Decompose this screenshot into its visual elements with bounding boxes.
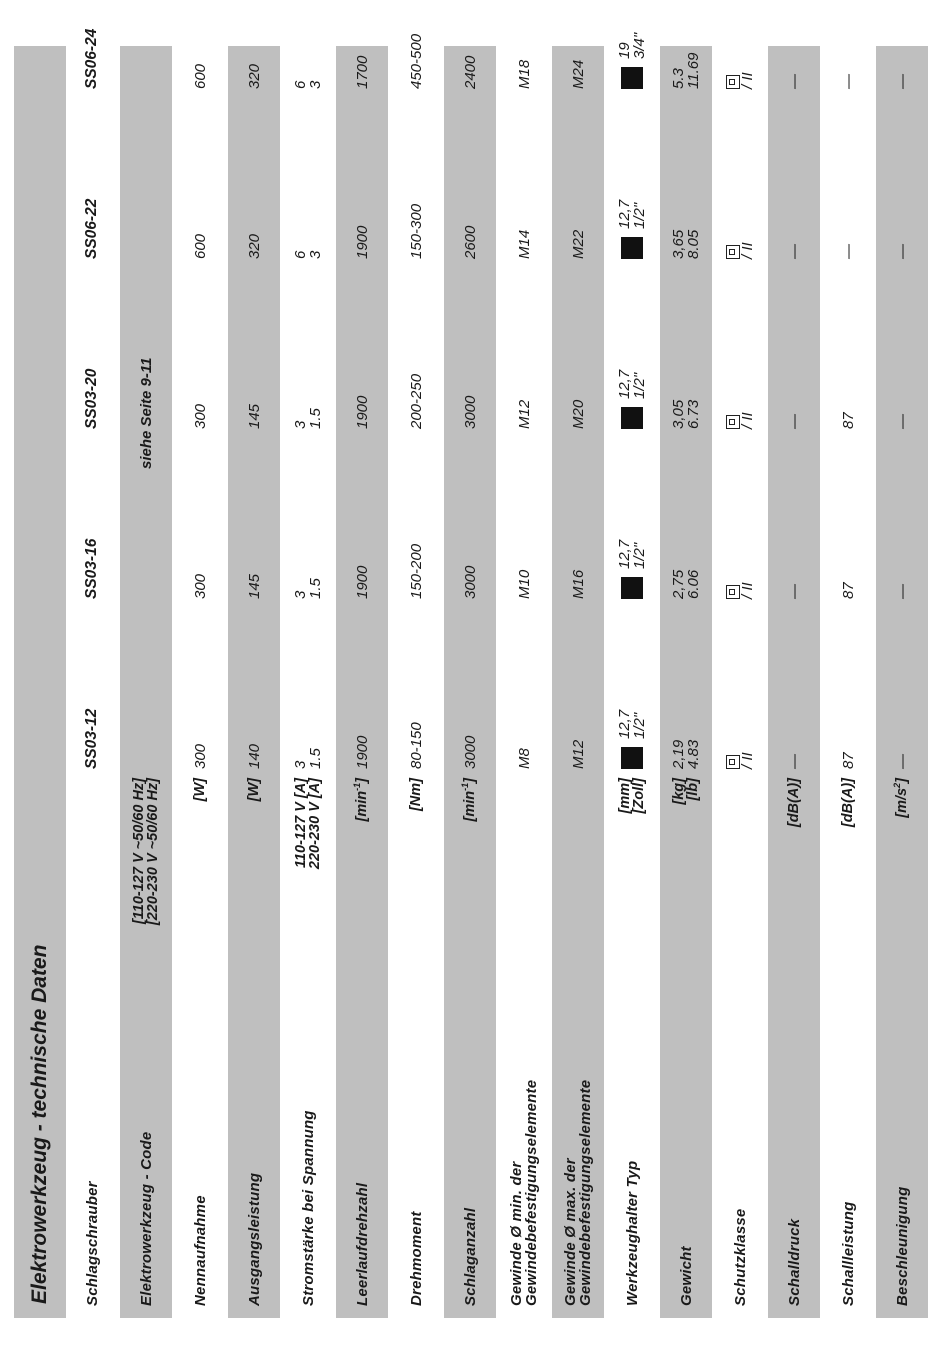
value-line: — xyxy=(893,584,911,599)
value-cell xyxy=(660,309,712,429)
value-cell xyxy=(444,309,496,429)
value-line: 150-300 xyxy=(407,203,425,259)
row-label-line: Gewindebefestigungselemente xyxy=(577,1079,594,1306)
value-cell xyxy=(228,479,280,599)
value-cell xyxy=(822,649,874,769)
table-row xyxy=(714,46,766,1318)
unit-line: [mm] xyxy=(616,778,633,814)
unit-line: $[m/s^2]$ xyxy=(891,778,910,818)
unit-line: [220-230 V ~50/60 Hz] xyxy=(145,778,161,926)
value-line: 11.69 xyxy=(685,52,702,89)
value-line: 2400 xyxy=(461,55,479,89)
value-line: M14 xyxy=(515,229,533,259)
value-line: — xyxy=(785,414,803,429)
table-row xyxy=(822,46,874,1318)
value-cell xyxy=(714,309,766,429)
value-line: M18 xyxy=(515,59,533,89)
value-cell xyxy=(822,139,874,259)
see-page-note: siehe Seite 9-11 xyxy=(137,357,155,469)
value-cell xyxy=(498,139,550,259)
value-line: 145 xyxy=(245,573,263,599)
tool-holder-value xyxy=(617,33,647,89)
table-row xyxy=(282,46,334,1318)
square-drive-icon xyxy=(621,407,643,429)
unit-line: [110-127 V ~50/60 Hz] xyxy=(130,778,147,925)
value-line: — xyxy=(785,584,803,599)
value-line: — xyxy=(893,414,911,429)
value-line: 87 xyxy=(839,582,857,599)
value-line: M20 xyxy=(569,399,587,429)
tool-holder-value xyxy=(617,370,647,429)
value-line: M12 xyxy=(569,739,587,769)
value-cell xyxy=(174,0,226,89)
value-line: 12,7 xyxy=(616,199,633,229)
row-label-line: Schutzklasse xyxy=(731,1208,749,1306)
value-cell xyxy=(768,479,820,599)
value-line: 1900 xyxy=(353,225,371,259)
value-cell xyxy=(876,649,928,769)
value-line: M8 xyxy=(515,748,533,769)
model-name: SS06-24 xyxy=(83,28,101,89)
value-line: 19 xyxy=(616,42,633,59)
model-name: SS03-16 xyxy=(83,538,101,599)
value-cell xyxy=(228,0,280,89)
value-cell xyxy=(714,649,766,769)
value-line: 3 xyxy=(307,80,324,89)
value-line: 320 xyxy=(245,233,263,259)
value-cell xyxy=(552,649,604,769)
unit-line: 220-230 V [A] xyxy=(307,778,323,870)
unit-line: [lb] xyxy=(685,778,701,801)
row-unit xyxy=(768,778,820,1053)
value-cell xyxy=(552,479,604,599)
value-line: 600 xyxy=(191,233,209,259)
unit-line: [Nm] xyxy=(407,778,424,812)
value-cell xyxy=(174,309,226,429)
unit-line: [W] xyxy=(245,778,262,802)
value-line: 300 xyxy=(191,743,209,769)
value-line: / II xyxy=(738,242,756,259)
value-cell xyxy=(822,479,874,599)
value-cell xyxy=(876,309,928,429)
protection-class-value xyxy=(726,239,755,259)
value-cell xyxy=(606,139,658,259)
value-line: 1/2" xyxy=(631,542,648,569)
table-row xyxy=(390,33,442,1318)
value-cell xyxy=(876,0,928,89)
value-line: 200-250 xyxy=(407,373,425,429)
value-cell xyxy=(444,0,496,89)
value-line: — xyxy=(893,754,911,769)
row-label-line: Schalldruck xyxy=(785,1218,803,1306)
unit-line: $[\min^{-1}]$ xyxy=(351,778,370,822)
tool-holder-value xyxy=(617,540,647,599)
value-cell xyxy=(228,649,280,769)
value-cell xyxy=(606,649,658,769)
value-cell xyxy=(282,479,334,599)
value-cell xyxy=(228,139,280,259)
table-row xyxy=(174,46,226,1318)
value-line: 80-150 xyxy=(407,722,425,769)
value-cell xyxy=(498,309,550,429)
value-line: / II xyxy=(738,72,756,89)
protection-class-value xyxy=(726,409,755,429)
value-line: M12 xyxy=(515,399,533,429)
value-line: 300 xyxy=(191,573,209,599)
value-line: 1/2" xyxy=(631,202,648,229)
value-cell xyxy=(444,139,496,259)
value-cell xyxy=(822,309,874,429)
value-cell xyxy=(714,479,766,599)
value-line: / II xyxy=(738,412,756,429)
row-unit xyxy=(660,778,712,1053)
row-label-line: Nennaufnahme xyxy=(191,1195,209,1306)
value-line: 3 xyxy=(307,250,324,259)
unit-line: $[\min^{-1}]$ xyxy=(459,778,478,822)
square-drive-icon xyxy=(621,747,643,769)
row-unit xyxy=(714,778,766,1053)
table-row xyxy=(66,28,118,1318)
value-line: 3000 xyxy=(461,735,479,769)
double-insulation-icon xyxy=(726,75,740,89)
tool-holder-value xyxy=(617,200,647,259)
value-cell xyxy=(174,479,226,599)
value-stack xyxy=(617,33,647,59)
value-cell xyxy=(552,139,604,259)
row-unit xyxy=(498,778,550,1053)
model-name: SS03-12 xyxy=(83,708,101,769)
row-unit xyxy=(552,778,604,1053)
value-line: 3000 xyxy=(461,565,479,599)
value-line: 1900 xyxy=(353,395,371,429)
value-line: 2600 xyxy=(461,225,479,259)
unit-line: [Zoll] xyxy=(631,778,647,814)
value-line: 1700 xyxy=(353,55,371,89)
value-cell xyxy=(444,479,496,599)
value-line: 1.5 xyxy=(307,408,324,429)
value-line: 12,7 xyxy=(616,539,633,569)
value-line: 6 xyxy=(292,80,309,89)
value-line: M24 xyxy=(569,59,587,89)
value-line: 1/2" xyxy=(631,712,648,739)
value-cell xyxy=(714,139,766,259)
value-line: 1.5 xyxy=(307,748,324,769)
row-unit xyxy=(228,778,280,1053)
value-line: 1.5 xyxy=(307,578,324,599)
tool-holder-value xyxy=(617,710,647,769)
value-line: 320 xyxy=(245,63,263,89)
value-cell xyxy=(282,0,334,89)
value-line: — xyxy=(785,754,803,769)
row-label-line: Schallleistung xyxy=(839,1201,857,1306)
row-unit xyxy=(822,778,874,1053)
value-cell xyxy=(552,309,604,429)
row-label-line: Schlaganzahl xyxy=(461,1207,479,1306)
double-insulation-icon xyxy=(726,245,740,259)
row-label-line: Gewinde Ø min. der xyxy=(508,1161,525,1306)
table-row xyxy=(876,46,928,1318)
row-unit xyxy=(606,778,658,1053)
row-label-line: Leerlaufdrehzahl xyxy=(353,1182,371,1306)
value-line: 1900 xyxy=(353,735,371,769)
value-cell xyxy=(336,139,388,259)
row-unit xyxy=(336,778,388,1053)
unit-line: 110-127 V [A] xyxy=(292,778,309,868)
value-cell xyxy=(660,139,712,259)
value-cell xyxy=(498,0,550,89)
double-insulation-icon xyxy=(726,755,740,769)
value-cell xyxy=(660,0,712,89)
value-cell xyxy=(606,0,658,89)
value-cell xyxy=(336,479,388,599)
value-line: 300 xyxy=(191,403,209,429)
value-line: 4.83 xyxy=(685,739,702,769)
table-row xyxy=(228,46,280,1318)
value-line: 3 xyxy=(292,420,309,429)
value-line: 12,7 xyxy=(616,709,633,739)
value-line: 140 xyxy=(245,743,263,769)
value-cell xyxy=(768,649,820,769)
value-line: 2,75 xyxy=(670,569,687,599)
value-stack xyxy=(617,370,647,399)
value-cell xyxy=(336,0,388,89)
table-row xyxy=(552,46,604,1318)
value-line: 3,65 xyxy=(670,229,687,259)
value-line: 12,7 xyxy=(616,369,633,399)
square-drive-icon xyxy=(621,67,643,89)
value-cell xyxy=(876,479,928,599)
value-line: 1/2" xyxy=(631,372,648,399)
protection-class-value xyxy=(726,69,755,89)
value-cell xyxy=(444,649,496,769)
row-label-line: Elektrowerkzeug - Code xyxy=(137,1131,155,1306)
row-unit xyxy=(390,778,442,1053)
value-cell xyxy=(876,139,928,259)
value-line: 6.06 xyxy=(685,569,702,599)
value-cell xyxy=(606,479,658,599)
value-line: — xyxy=(839,244,857,259)
value-line: 150-200 xyxy=(407,543,425,599)
value-line: 3 xyxy=(292,760,309,769)
value-cell xyxy=(660,649,712,769)
row-label-line: Ausgangsleistung xyxy=(245,1172,263,1306)
value-line: 5.3 xyxy=(670,68,687,89)
value-line: 450-500 xyxy=(407,33,425,89)
value-cell xyxy=(228,309,280,429)
value-line: M10 xyxy=(515,569,533,599)
value-cell xyxy=(660,479,712,599)
row-unit xyxy=(174,778,226,1053)
unit-line: [W] xyxy=(191,778,208,802)
value-cell xyxy=(606,309,658,429)
value-cell xyxy=(768,0,820,89)
value-line: 6.73 xyxy=(685,399,702,429)
value-line: — xyxy=(893,244,911,259)
value-cell xyxy=(174,139,226,259)
row-label-line: Stromstärke bei Spannung xyxy=(299,1110,317,1306)
value-cell xyxy=(390,649,442,769)
value-line: 3,05 xyxy=(670,399,687,429)
protection-class-value xyxy=(726,749,755,769)
header-label: Schlagschrauber xyxy=(83,1181,101,1306)
table-row xyxy=(336,46,388,1318)
model-name: SS06-22 xyxy=(83,198,101,259)
value-line: 3000 xyxy=(461,395,479,429)
row-label-line: Werkzeughalter Typ xyxy=(623,1160,641,1306)
value-stack xyxy=(617,540,647,569)
value-cell xyxy=(390,479,442,599)
table-row xyxy=(14,46,66,1318)
table-row xyxy=(120,46,172,1318)
value-cell xyxy=(282,649,334,769)
value-cell xyxy=(498,649,550,769)
table-row xyxy=(444,46,496,1318)
value-cell xyxy=(822,0,874,89)
page-title: Elektrowerkzeug - technische Daten xyxy=(28,944,51,1304)
double-insulation-icon xyxy=(726,415,740,429)
value-line: 1900 xyxy=(353,565,371,599)
value-line: 600 xyxy=(191,63,209,89)
value-cell xyxy=(336,649,388,769)
value-line: 6 xyxy=(292,250,309,259)
value-line: — xyxy=(785,74,803,89)
square-drive-icon xyxy=(621,237,643,259)
row-unit xyxy=(876,778,928,1053)
value-cell xyxy=(390,0,442,89)
value-cell xyxy=(498,479,550,599)
value-cell xyxy=(336,309,388,429)
table-row xyxy=(768,46,820,1318)
unit-line: [dB(A)] xyxy=(785,778,802,828)
value-cell xyxy=(390,309,442,429)
value-cell xyxy=(282,139,334,259)
value-line: M16 xyxy=(569,569,587,599)
value-line: — xyxy=(785,244,803,259)
row-label-line: Gewicht xyxy=(677,1246,695,1306)
value-line: 3 xyxy=(292,590,309,599)
value-line: 2,19 xyxy=(670,739,687,769)
row-label-line: Drehmoment xyxy=(407,1211,425,1306)
value-line: / II xyxy=(738,582,756,599)
value-line: 145 xyxy=(245,403,263,429)
value-cell xyxy=(174,649,226,769)
value-cell xyxy=(552,0,604,89)
row-label-line: Gewindebefestigungselemente xyxy=(523,1079,540,1306)
row-unit xyxy=(282,778,334,1053)
value-line: — xyxy=(893,74,911,89)
value-cell xyxy=(714,0,766,89)
model-name: SS03-20 xyxy=(83,368,101,429)
row-unit xyxy=(120,778,172,1053)
unit-line: [kg] xyxy=(670,778,687,805)
table-row xyxy=(606,32,658,1318)
value-line: 87 xyxy=(839,412,857,429)
value-stack xyxy=(617,200,647,229)
value-cell xyxy=(282,309,334,429)
value-cell xyxy=(390,139,442,259)
value-line: 87 xyxy=(839,752,857,769)
value-line: M22 xyxy=(569,229,587,259)
value-cell xyxy=(768,309,820,429)
table-row xyxy=(498,46,550,1318)
square-drive-icon xyxy=(621,577,643,599)
value-stack xyxy=(617,710,647,739)
unit-line: [dB(A)] xyxy=(839,778,856,828)
value-line: — xyxy=(839,74,857,89)
value-line: / II xyxy=(738,752,756,769)
row-label-line: Beschleunigung xyxy=(893,1186,911,1306)
value-cell xyxy=(768,139,820,259)
row-label-line: Gewinde Ø max. der xyxy=(562,1158,579,1306)
value-line: 3/4" xyxy=(631,32,648,59)
row-unit xyxy=(444,778,496,1053)
protection-class-value xyxy=(726,579,755,599)
value-line: 8.05 xyxy=(685,229,702,259)
table-row xyxy=(660,46,712,1318)
double-insulation-icon xyxy=(726,585,740,599)
